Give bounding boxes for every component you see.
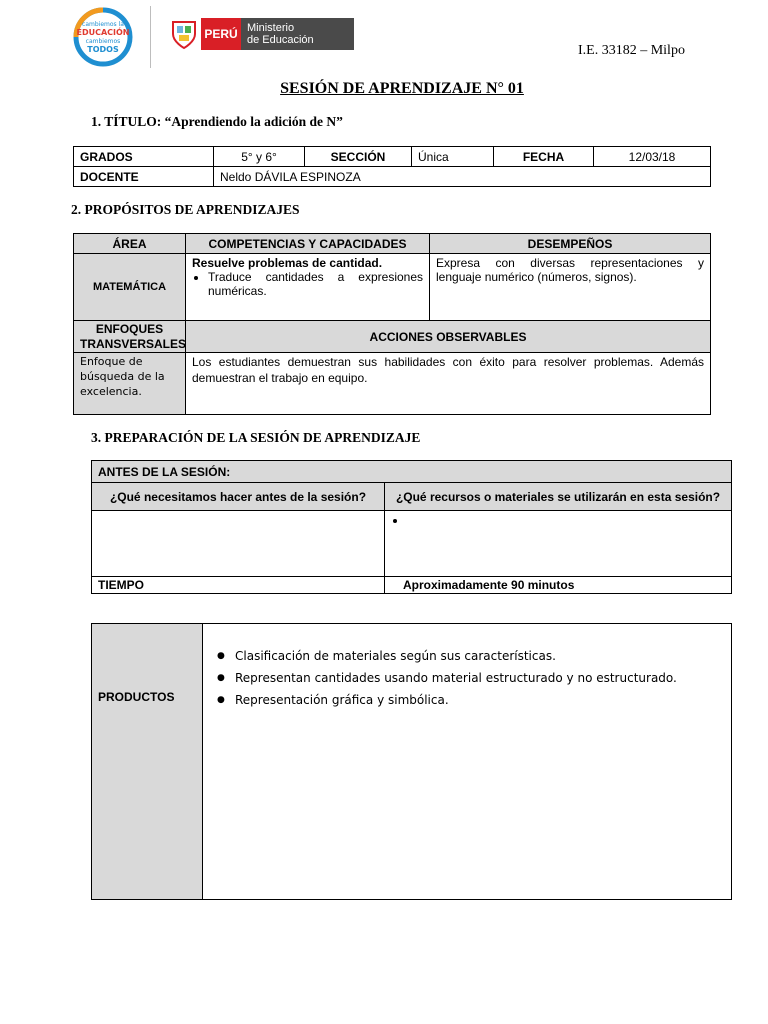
ministry-label: [241, 18, 354, 50]
grados-label: GRADOS: [74, 147, 214, 167]
tiempo-value: Aproximadamente 90 minutos: [385, 577, 732, 594]
products-cell: [203, 624, 732, 900]
antes-header: ANTES DE LA SESIÓN:: [92, 461, 732, 483]
product-item: ● Representación gráfica y simbólica.: [209, 693, 725, 707]
products-list: [209, 649, 725, 707]
area-value: MATEMÁTICA: [74, 254, 186, 321]
fecha-label: FECHA: [494, 147, 594, 167]
preparation-table: [91, 460, 732, 594]
needs-cell: [92, 511, 385, 577]
needs-header: ¿Qué necesitamos hacer antes de la sesión?: [92, 483, 385, 511]
capacity-list: [192, 270, 423, 298]
resources-list: [391, 513, 725, 527]
section-1-title: 1. TÍTULO: “Aprendiendo la adición de N”: [91, 114, 343, 129]
desempenos-header: DESEMPEÑOS: [430, 234, 711, 254]
peru-label: PERÚ: [201, 18, 241, 50]
acciones-label: ACCIONES OBSERVABLES: [186, 321, 711, 353]
capacity-item: • Traduce cantidades a expresiones numéricas.: [208, 270, 423, 298]
enfoques-label: ENFOQUES TRANSVERSALES: [74, 321, 186, 353]
competence-text: Resuelve problemas de cantidad.: [192, 256, 383, 270]
area-header: ÁREA: [74, 234, 186, 254]
acciones-value: Los estudiantes demuestran sus habilidades con éxito para resolver problemas. Además demuestran el trabajo en equipo.: [186, 353, 711, 415]
svg-text:TODOS: TODOS: [87, 45, 119, 54]
productos-label: PRODUCTOS: [92, 624, 203, 900]
enfoque-value: Enfoque de búsqueda de la excelencia.: [74, 353, 186, 415]
resources-empty-item: [407, 513, 725, 527]
cambiemos-la-educacion-logo: [68, 6, 138, 68]
svg-text:cambiemos: cambiemos: [85, 38, 121, 45]
grados-value: 5° y 6°: [214, 147, 305, 167]
tiempo-label: TIEMPO: [92, 577, 385, 594]
svg-text:EDUCACIÓN: EDUCACIÓN: [76, 28, 130, 37]
product-item: ● Clasificación de materiales según sus características.: [209, 649, 725, 663]
svg-text:cambiemos la: cambiemos la: [82, 21, 124, 28]
products-table: [91, 623, 732, 900]
docente-label: DOCENTE: [74, 167, 214, 187]
product-item: ● Representan cantidades usando material estructurado y no estructurado.: [209, 671, 725, 685]
logo-divider: [150, 6, 151, 68]
performance-text: Expresa con diversas representaciones y lenguaje numérico (números, signos).: [430, 254, 711, 321]
document-title: SESIÓN DE APRENDIZAJE N° 01: [280, 80, 524, 97]
ministry-label-line1: Ministerio: [247, 22, 295, 34]
purposes-table: [73, 233, 711, 415]
seccion-value: Única: [412, 147, 494, 167]
info-table: [73, 146, 711, 187]
resources-header: ¿Qué recursos o materiales se utilizarán en esta sesión?: [385, 483, 732, 511]
fecha-value: 12/03/18: [594, 147, 711, 167]
competence-cell: [186, 254, 430, 321]
coat-of-arms-icon: [170, 18, 198, 50]
ministry-label-line2: de Educación: [247, 34, 314, 46]
docente-value: Neldo DÁVILA ESPINOZA: [214, 167, 711, 187]
seccion-label: SECCIÓN: [305, 147, 412, 167]
section-2-title: 2. PROPÓSITOS DE APRENDIZAJES: [71, 202, 300, 217]
school-name: I.E. 33182 – Milpo: [578, 43, 685, 58]
competencias-header: COMPETENCIAS Y CAPACIDADES: [186, 234, 430, 254]
resources-cell: [385, 511, 732, 577]
section-3-title: 3. PREPARACIÓN DE LA SESIÓN DE APRENDIZAJE: [91, 430, 421, 445]
